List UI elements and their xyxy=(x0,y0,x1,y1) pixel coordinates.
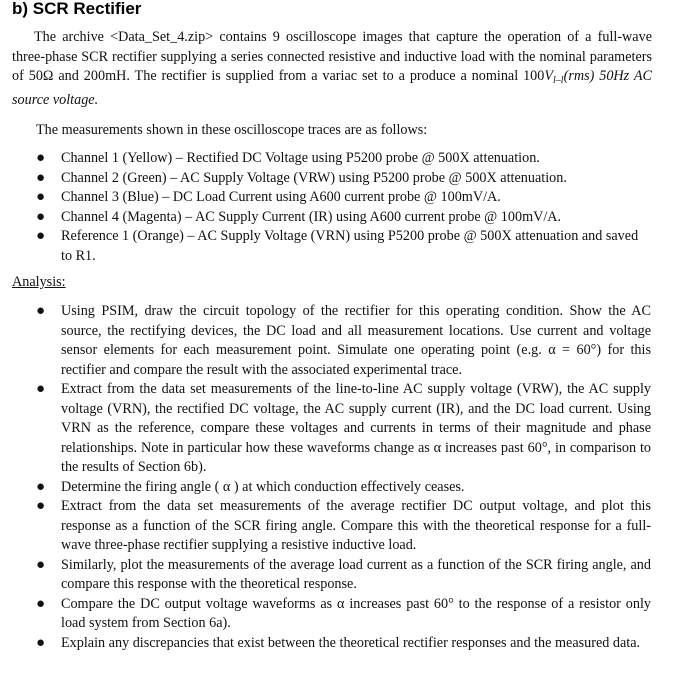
bullet-icon: ● xyxy=(36,150,46,166)
measurements-list xyxy=(36,149,651,266)
measurement-item-channel-2: ● Channel 2 (Green) – AC Supply Voltage (VRW) using P5200 probe @ 500X attenuation. xyxy=(61,169,651,189)
voltage-subscript: l–l xyxy=(553,75,564,86)
voltage-symbol: V xyxy=(544,68,554,84)
analysis-item-discrepancies: ● Explain any discrepancies that exist between the theoretical rectifier responses and the measured data. xyxy=(61,634,651,654)
analysis-item-firing-angle: ● Determine the firing angle ( α ) at which conduction effectively ceases. xyxy=(61,478,651,498)
measurement-item-channel-3: ● Channel 3 (Blue) – DC Load Current using A600 current probe @ 100mV/A. xyxy=(61,188,651,208)
bullet-icon: ● xyxy=(36,381,46,397)
bullet-icon: ● xyxy=(36,228,46,244)
bullet-icon: ● xyxy=(36,595,46,612)
bullet-icon: ● xyxy=(36,498,46,514)
intro-text-part2: (rms) 50Hz AC source voltage. xyxy=(12,68,652,108)
analysis-item-load-current-plot: ● Similarly, plot the measurements of the average load current as a function of the SCR firing angle, and compare this response with the theoretical response. xyxy=(36,556,651,592)
measurement-item-channel-4: ● Channel 4 (Magenta) – AC Supply Current (IR) using A600 current probe @ 100mV/A. xyxy=(61,208,651,228)
measurement-item-reference-1: ● Reference 1 (Orange) – AC Supply Voltage (VRN) using P5200 probe @ 500X attenuation and saved to R1. xyxy=(36,228,639,264)
intro-text-part1: The archive <Data_Set_4.zip> contains 9 oscilloscope images that capture the operation of a full-wave three-phase SCR rectifier supplying a series connected resistive and inductive load with the nominal parameters of 50Ω and 200mH. The rectifier is supplied from a variac set to a produce a nominal 100 xyxy=(12,29,652,84)
bullet-icon: ● xyxy=(36,208,46,225)
intro-paragraph xyxy=(12,28,652,110)
bullet-icon: ● xyxy=(36,478,46,495)
analysis-list xyxy=(36,302,651,653)
measurements-lead: The measurements shown in these oscilloscope traces are as follows: xyxy=(36,122,428,138)
section-title: b) SCR Rectifier xyxy=(12,0,142,18)
bullet-icon: ● xyxy=(36,303,46,319)
bullet-icon: ● xyxy=(36,634,46,651)
bullet-icon: ● xyxy=(36,169,46,186)
measurement-item-channel-1: ● Channel 1 (Yellow) – Rectified DC Voltage using P5200 probe @ 500X attenuation. xyxy=(61,149,651,169)
analysis-item-dc-voltage-plot: ● Extract from the data set measurements of the average rectifier DC output voltage, and plot this response as a function of the SCR firing angle. Compare this with the theoretical response for a full-wave three-phase rectifier supplying a resistive inductive load. xyxy=(36,498,651,553)
analysis-item-compare-waveforms: ● Compare the DC output voltage waveforms as α increases past 60° to the response of a resistor only load system from Section 6a). xyxy=(36,595,651,631)
analysis-item-extract-waveforms: ● Extract from the data set measurements of the line-to-line AC supply voltage (VRW), the AC supply voltage (VRN), the rectified DC voltage, the AC supply current (IR), and the DC load current. Using VRN as the reference, compare these voltages and currents in terms of their magnitude and phase relationships. Note in particular how these waveforms change as α increases past 60°, in comparison to the results of Section 6b). xyxy=(36,381,651,475)
bullet-icon: ● xyxy=(36,189,46,205)
bullet-icon: ● xyxy=(36,556,46,573)
analysis-heading: Analysis: xyxy=(12,274,66,290)
analysis-item-psim: ● Using PSIM, draw the circuit topology of the rectifier for this operating condition. Show the AC source, the rectifying devices, the DC load and all measurement locations. Use current and voltage sensor elements for each measurement point. Simulate one operating point (e.g. α = 60°) for this rectifier and compare the result with the associated experimental trace. xyxy=(36,303,651,378)
